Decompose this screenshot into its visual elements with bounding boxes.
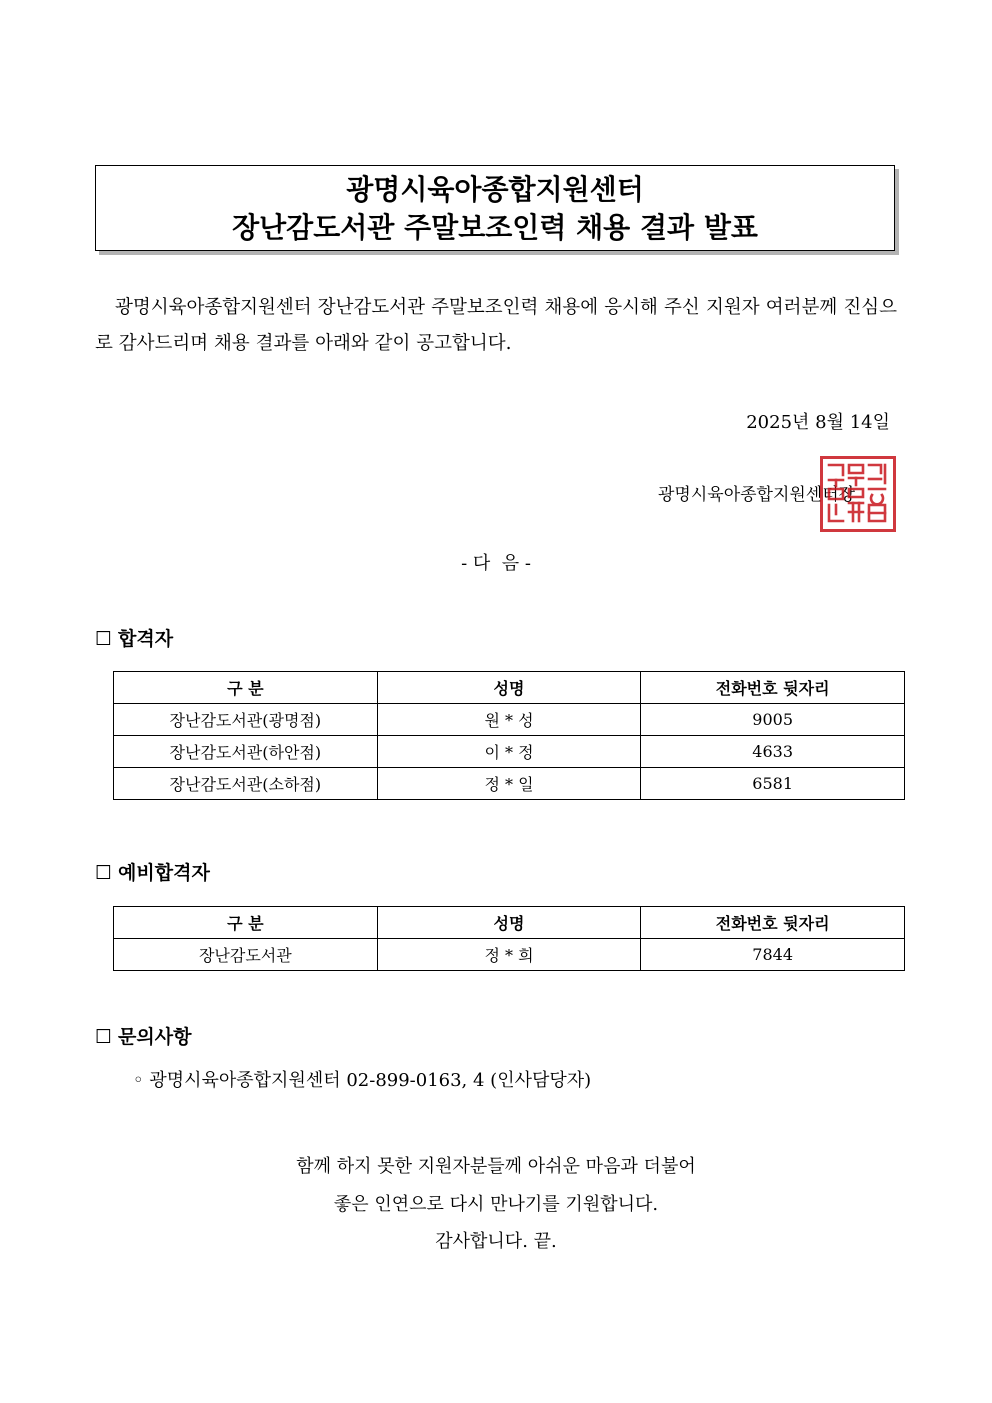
cell-name: 이 * 정 (377, 736, 641, 768)
document-title-box (95, 165, 895, 251)
column-header-category: 구 분 (114, 907, 378, 939)
cell-phone: 7844 (641, 939, 905, 971)
title-line-2: 장난감도서관 주말보조인력 채용 결과 발표 (232, 211, 758, 244)
section-heading-passed-label: 합격자 (118, 628, 174, 650)
closing-line-1: 함께 하지 못한 지원자분들께 아쉬운 마음과 더불어 (296, 1156, 696, 1177)
intro-paragraph: 광명시육아종합지원센터 장난감도서관 주말보조인력 채용에 응시해 주신 지원자 여러분께 진심으로 감사드리며 채용 결과를 아래와 같이 공고합니다. (95, 297, 897, 354)
column-header-category: 구 분 (114, 672, 378, 704)
official-seal-icon (820, 456, 896, 532)
checkbox-square-icon: ☐ (95, 628, 113, 650)
cell-category: 장난감도서관(하안점) (114, 736, 378, 768)
cell-phone: 9005 (641, 704, 905, 736)
section-heading-inquiry-label: 문의사항 (118, 1026, 192, 1048)
cell-name: 정 * 희 (377, 939, 641, 971)
cell-name: 정 * 일 (377, 768, 641, 800)
announcement-date: 2025년 8월 14일 (746, 412, 890, 433)
closing-line-3: 감사합니다. 끝. (435, 1231, 557, 1252)
column-header-phone: 전화번호 뒷자리 (641, 907, 905, 939)
passed-table (113, 671, 905, 800)
following-heading: - 다 음 - (461, 553, 531, 574)
section-heading-reserve-label: 예비합격자 (118, 862, 210, 884)
table-row (114, 736, 905, 768)
inquiry-contact-line: ◦ 광명시육아종합지원센터 02-899-0163, 4 (인사담당자) (133, 1070, 592, 1091)
issuer-name: 광명시육아종합지원센터장 (658, 485, 856, 505)
checkbox-square-icon: ☐ (95, 862, 113, 884)
table-row (114, 939, 905, 971)
table-row (114, 704, 905, 736)
column-header-name: 성명 (377, 672, 641, 704)
table-row (114, 768, 905, 800)
reserve-table (113, 906, 905, 971)
cell-phone: 6581 (641, 768, 905, 800)
section-heading-passed (95, 624, 173, 651)
section-heading-reserve (95, 858, 210, 885)
checkbox-square-icon: ☐ (95, 1026, 113, 1048)
cell-category: 장난감도서관(소하점) (114, 768, 378, 800)
title-line-1: 광명시육아종합지원센터 (346, 173, 644, 206)
cell-phone: 4633 (641, 736, 905, 768)
column-header-phone: 전화번호 뒷자리 (641, 672, 905, 704)
table-header-row (114, 672, 905, 704)
cell-name: 원 * 성 (377, 704, 641, 736)
section-heading-inquiry (95, 1022, 191, 1049)
table-header-row (114, 907, 905, 939)
cell-category: 장난감도서관 (114, 939, 378, 971)
closing-line-2: 좋은 인연으로 다시 만나기를 기원합니다. (333, 1194, 659, 1215)
column-header-name: 성명 (377, 907, 641, 939)
cell-category: 장난감도서관(광명점) (114, 704, 378, 736)
